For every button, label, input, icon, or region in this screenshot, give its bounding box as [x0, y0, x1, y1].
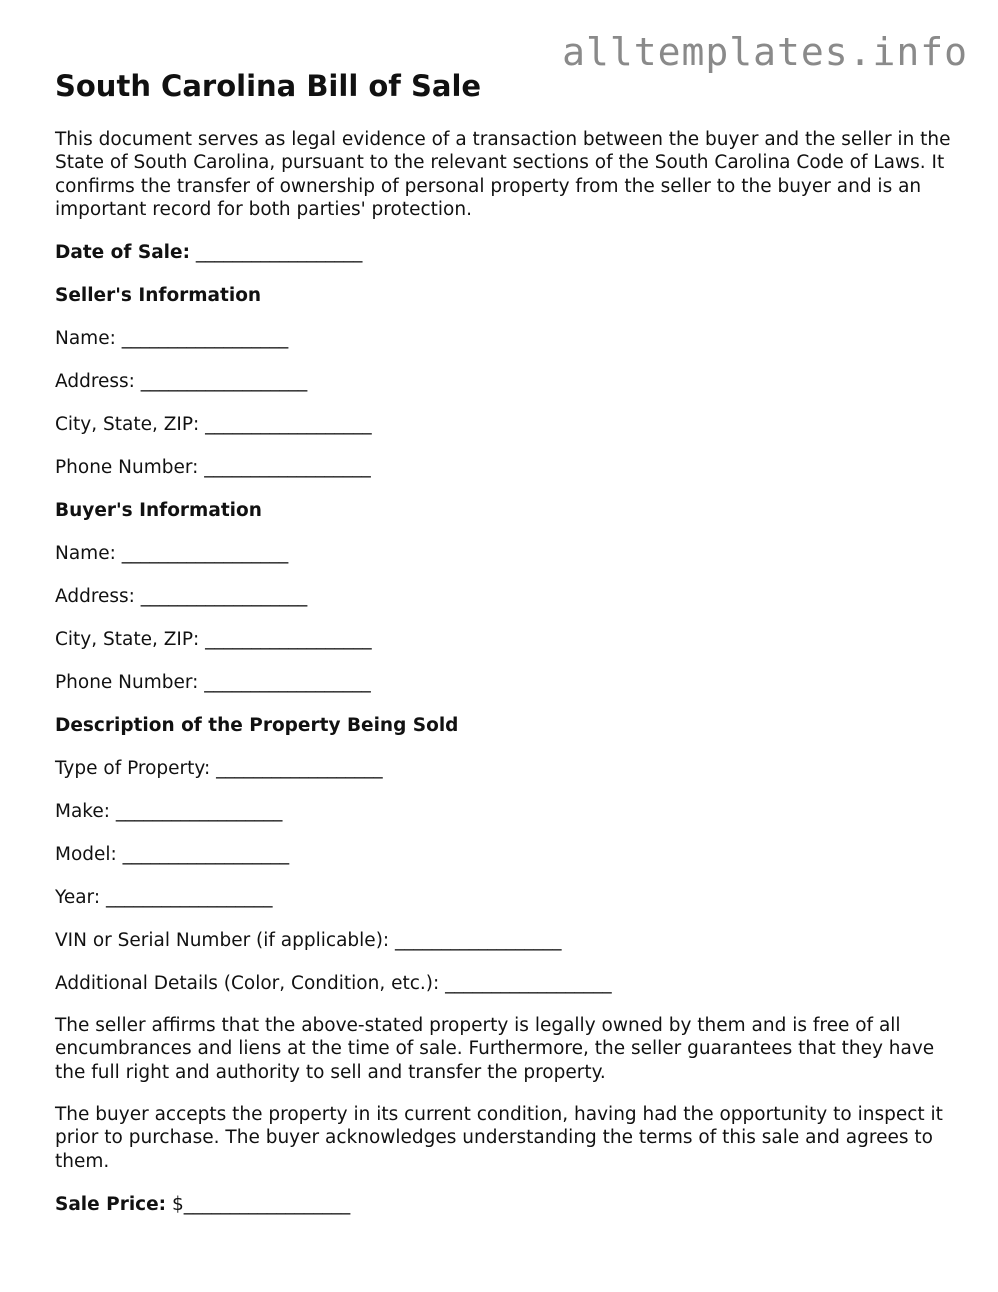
seller-info-heading: Seller's Information	[55, 285, 262, 307]
property-vin-field[interactable]: VIN or Serial Number (if applicable): __________________	[55, 930, 562, 952]
sale-price-blank[interactable]: $__________________	[171, 1193, 351, 1215]
seller-phone-field[interactable]: Phone Number: __________________	[55, 457, 371, 479]
buyer-address-field[interactable]: Address: __________________	[55, 586, 308, 608]
buyer-name-field[interactable]: Name: __________________	[55, 543, 289, 565]
property-make-field[interactable]: Make: __________________	[55, 801, 283, 823]
sale-price-label: Sale Price:	[55, 1193, 167, 1215]
watermark: alltemplates.info	[562, 30, 968, 74]
property-model-field[interactable]: Model: __________________	[55, 844, 290, 866]
document-title: South Carolina Bill of Sale	[55, 69, 482, 103]
buyer-phone-field[interactable]: Phone Number: __________________	[55, 672, 371, 694]
date-of-sale-label: Date of Sale:	[55, 242, 190, 264]
sale-price-field[interactable]	[55, 1193, 955, 1216]
buyer-info-heading: Buyer's Information	[55, 500, 262, 522]
date-of-sale-field[interactable]	[55, 241, 955, 264]
seller-name-field[interactable]: Name: __________________	[55, 328, 289, 350]
property-description-heading: Description of the Property Being Sold	[55, 715, 459, 737]
intro-paragraph: This document serves as legal evidence of a transaction between the buyer and the seller in the State of South Carolina, pursuant to the relevant sections of the South Carolina Code of Laws. It confirms the transfer of ownership of personal property from the seller to the buyer and is an important record for both parties' protection.	[55, 129, 951, 220]
document-body	[55, 66, 955, 1216]
date-of-sale-blank[interactable]: __________________	[195, 242, 363, 264]
seller-address-field[interactable]: Address: __________________	[55, 371, 308, 393]
buyer-acceptance-paragraph: The buyer accepts the property in its current condition, having had the opportunity to inspect it prior to purchase. The buyer acknowledges understanding the terms of this sale and agrees to them.	[55, 1104, 943, 1172]
property-type-field[interactable]: Type of Property: __________________	[55, 758, 383, 780]
property-year-field[interactable]: Year: __________________	[55, 887, 273, 909]
property-details-field[interactable]: Additional Details (Color, Condition, etc.): __________________	[55, 973, 612, 995]
buyer-city-state-zip-field[interactable]: City, State, ZIP: __________________	[55, 629, 372, 651]
seller-affirmation-paragraph: The seller affirms that the above-stated property is legally owned by them and is free of all encumbrances and liens at the time of sale. Furthermore, the seller guarantees that they have the full right and authority to sell and transfer the property.	[55, 1015, 935, 1083]
seller-city-state-zip-field[interactable]: City, State, ZIP: __________________	[55, 414, 372, 436]
